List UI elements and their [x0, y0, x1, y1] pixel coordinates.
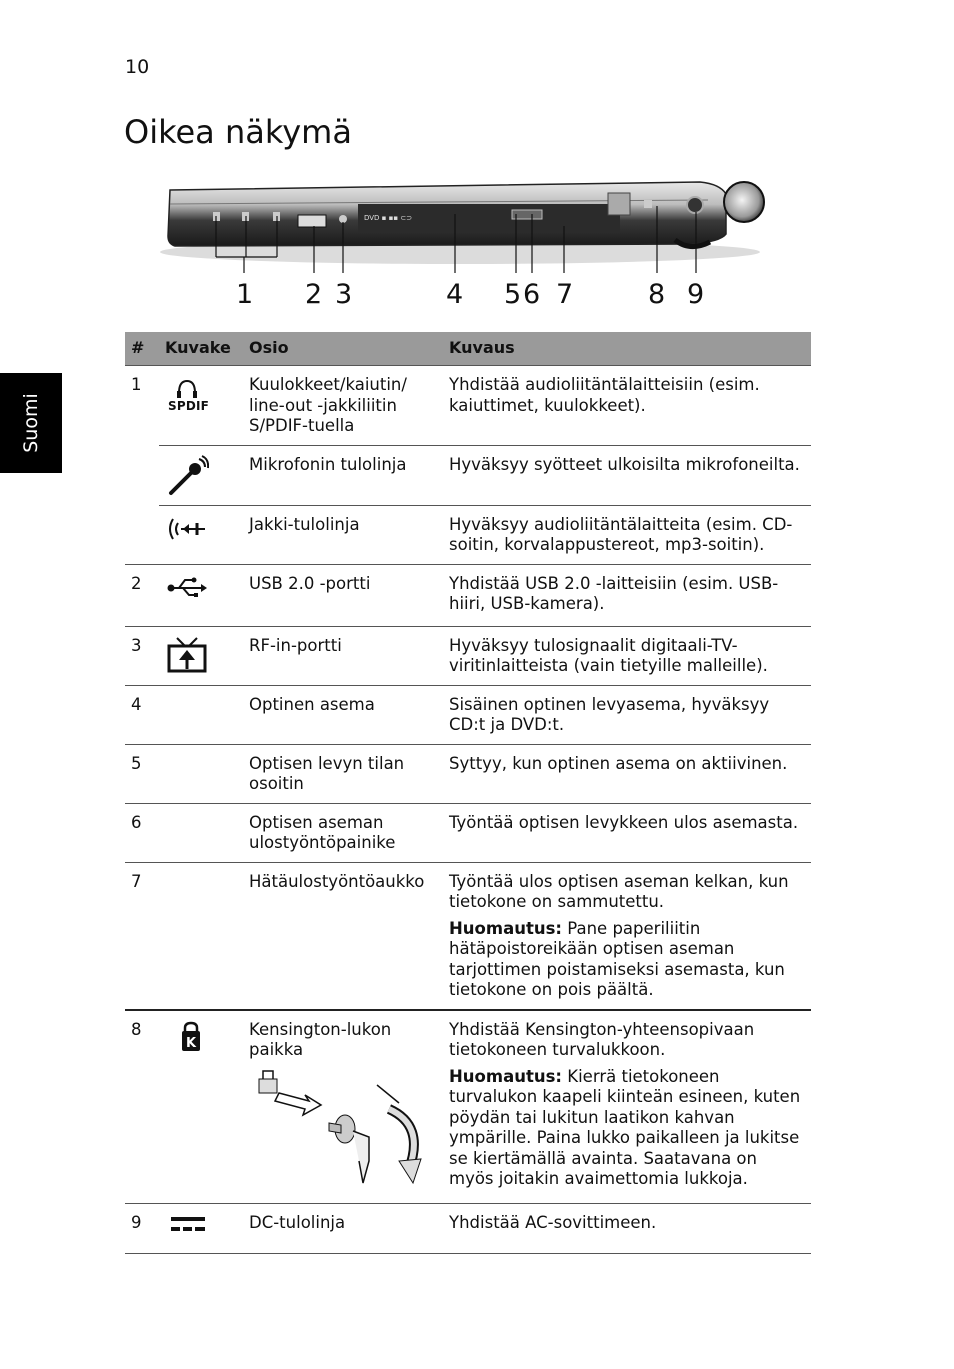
table-row	[125, 505, 811, 564]
callout-3: 3	[335, 279, 353, 310]
callout-5: 5	[504, 279, 522, 310]
port-rf-in	[339, 215, 347, 223]
rf-in-icon	[165, 636, 209, 674]
row-part: Jakki-tulolinja	[243, 505, 443, 564]
usb-icon	[165, 574, 209, 598]
headphone-spdif-icon	[165, 375, 209, 413]
line-in-icon	[165, 515, 209, 545]
row-part: RF-in-portti	[243, 626, 443, 685]
port-dc-in	[687, 197, 703, 213]
row-part: Kensington-lukon paikka	[249, 1019, 392, 1059]
callout-7: 7	[556, 279, 574, 310]
row-num	[125, 445, 159, 505]
kensington-icon	[165, 1020, 209, 1054]
table-row	[125, 685, 811, 744]
row-num: 7	[125, 862, 159, 1010]
table-row	[125, 564, 811, 626]
row-part: Optinen asema	[243, 685, 443, 744]
row-part: Optisen levyn tilan osoitin	[243, 744, 443, 803]
row-num: 4	[125, 685, 159, 744]
note-label: Huomautus:	[449, 1066, 563, 1086]
kensington-slot	[644, 200, 652, 208]
callout-6: 6	[523, 279, 541, 310]
header-num: #	[125, 332, 159, 366]
row-desc: Yhdistää audioliitäntälaitteisiin (esim. kaiuttimet, kuulokkeet).	[443, 366, 811, 446]
row-desc: Hyväksyy syötteet ulkoisilta mikrofoneilta.	[443, 445, 811, 505]
row-num: 6	[125, 803, 159, 862]
row-part: USB 2.0 -portti	[243, 564, 443, 626]
row-num: 5	[125, 744, 159, 803]
table-row	[125, 744, 811, 803]
ports-table	[125, 332, 811, 1254]
language-side-tab	[0, 373, 62, 473]
row-num: 9	[125, 1203, 159, 1253]
row-part: DC-tulolinja	[243, 1203, 443, 1253]
table-row	[125, 1010, 811, 1204]
row-num: 2	[125, 564, 159, 626]
dc-in-icon	[165, 1213, 209, 1235]
svg-text:K: K	[186, 1035, 197, 1051]
hinge-knob	[724, 182, 764, 222]
table-row	[125, 803, 811, 862]
note-text: Pane paperiliitin hätäpoistoreikään optisen aseman tarjottimen poistamiseksi asemasta, kun tietokone on pois päältä.	[449, 918, 785, 999]
row-part: Optisen aseman ulostyöntöpainike	[243, 803, 443, 862]
header-icon: Kuvake	[159, 332, 243, 366]
table-row	[125, 445, 811, 505]
callout-9: 9	[687, 279, 705, 310]
callout-8: 8	[648, 279, 666, 310]
row-note	[449, 1067, 805, 1190]
row-desc: Hyväksyy tulosignaalit digitaali-TV-viritinlaitteista (vain tietyille malleille).	[443, 626, 811, 685]
row-desc: Yhdistää USB 2.0 -laitteisiin (esim. USB-hiiri, USB-kamera).	[443, 564, 811, 626]
row-part: Mikrofonin tulolinja	[243, 445, 443, 505]
row-desc: Yhdistää AC-sovittimeen.	[443, 1203, 811, 1253]
row-desc: Sisäinen optinen levyasema, hyväksyy CD:t ja DVD:t.	[443, 685, 811, 744]
row-num: 1	[131, 375, 142, 394]
row-num: 8	[125, 1010, 159, 1204]
svg-text:DVD ▪ ▪▪ ⊂⊃: DVD ▪ ▪▪ ⊂⊃	[364, 214, 413, 222]
header-desc: Kuvaus	[443, 332, 811, 366]
row-desc: Työntää optisen levykkeen ulos asemasta.	[443, 803, 811, 862]
language-side-tab-label: Suomi	[19, 393, 42, 453]
table-row	[125, 626, 811, 685]
header-part: Osio	[243, 332, 443, 366]
page-title: Oikea näkymä	[124, 113, 352, 151]
callout-2: 2	[305, 279, 323, 310]
row-desc: Yhdistää Kensington-yhteensopivaan tietokoneen turvalukkoon.	[449, 1019, 755, 1059]
kensington-lock-illustration	[249, 1065, 429, 1195]
row-num	[125, 505, 159, 564]
note-text: Kierrä tietokoneen turvalukon kaapeli kiinteän esineen, kuten pöydän tai lukitun laatikon kahvan ympärille. Paina lukko paikalleen ja lukitse se kiertämällä avainta. Saatavana on myös joitakin avaimettomia lukkoja.	[449, 1066, 801, 1188]
page-number: 10	[125, 56, 150, 78]
spdif-label: SPDIF	[168, 399, 209, 413]
port-usb	[298, 215, 326, 227]
laptop-right-side-illustration	[160, 160, 780, 310]
table-row	[125, 1203, 811, 1253]
row-desc: Työntää ulos optisen aseman kelkan, kun tietokone on sammutettu.	[449, 871, 789, 911]
row-note	[449, 919, 805, 1001]
table-row	[125, 862, 811, 1010]
note-label: Huomautus:	[449, 918, 563, 938]
row-desc: Hyväksyy audioliitäntälaitteita (esim. CD-soitin, korvalappustereot, mp3-soitin).	[443, 505, 811, 564]
row-part: Hätäulostyöntöaukko	[243, 862, 443, 1010]
callout-4: 4	[446, 279, 464, 310]
row-part: Kuulokkeet/kaiutin/ line-out -jakkiliitin S/PDIF-tuella	[243, 366, 443, 446]
row-num: 3	[125, 626, 159, 685]
callout-1: 1	[236, 279, 254, 310]
table-row	[125, 366, 811, 446]
row-desc: Syttyy, kun optinen asema on aktiivinen.	[443, 744, 811, 803]
table-header-row	[125, 332, 811, 366]
microphone-icon	[165, 455, 209, 497]
